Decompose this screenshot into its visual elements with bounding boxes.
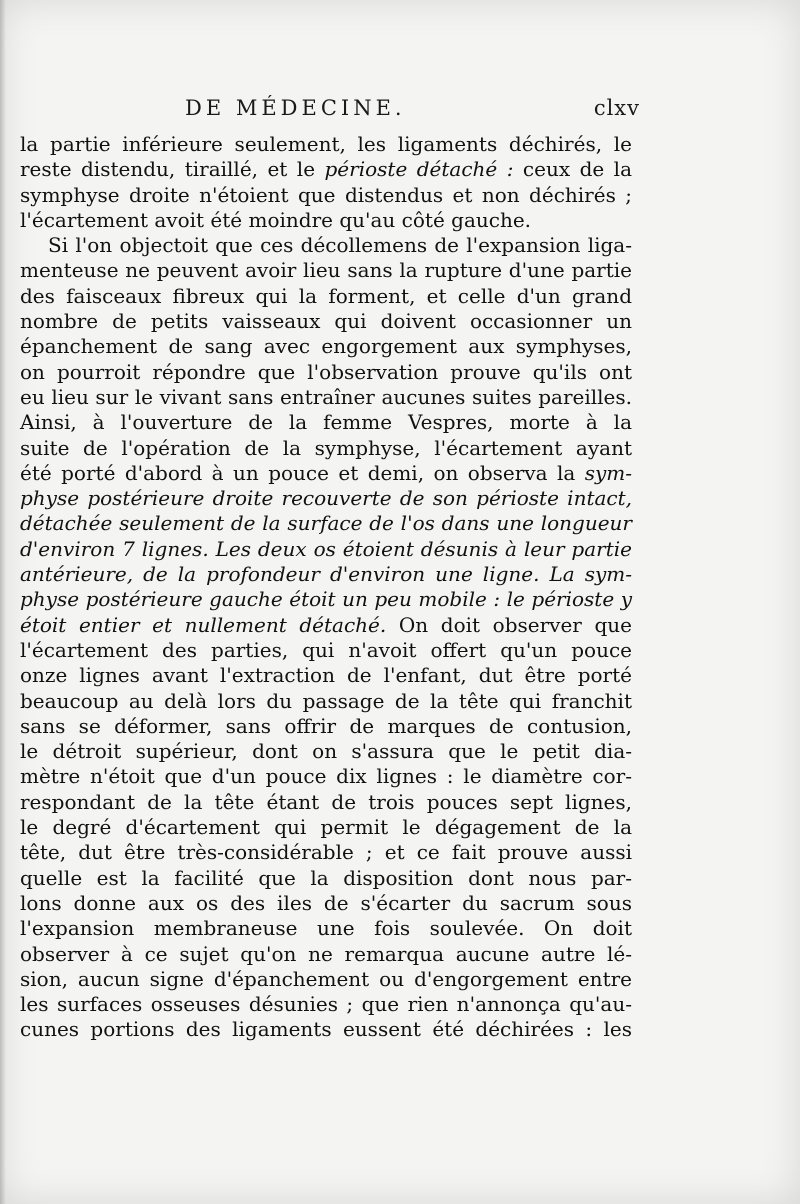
text-line (20, 385, 632, 410)
text-line (20, 258, 632, 283)
text-segment: Si l'on objectoit que ces décollemens de l'expansion liga- (48, 233, 632, 258)
text-segment: symphyse droite n'étoient que distendus et non déchirés ; (20, 182, 632, 207)
text-line (20, 942, 632, 967)
italic-text-segment: d'environ 7 lignes. Les deux os étoient désunis à leur partie (20, 536, 632, 561)
text-line (20, 815, 632, 840)
italic-text-segment: détachée seulement de la surface de l'os dans une longueur (20, 511, 632, 536)
text-line (20, 157, 632, 182)
text-line (20, 208, 632, 233)
text-segment: On doit observer que (386, 612, 633, 637)
text-segment: l'expansion membraneuse une fois soulevée. On doit (20, 916, 632, 941)
text-segment: Ainsi, à l'ouverture de la femme Vespres, morte à la (20, 410, 632, 435)
text-line (20, 334, 632, 359)
running-head (0, 96, 800, 136)
text-line (20, 663, 632, 688)
text-line (20, 967, 632, 992)
text-segment: cunes portions des ligaments eussent été déchirées : les (20, 1017, 632, 1042)
text-line (20, 739, 632, 764)
text-line (20, 992, 632, 1017)
text-segment: lons donne aux os des iles de s'écarter du sacrum sous (20, 890, 632, 915)
text-line (20, 866, 632, 891)
text-line (20, 410, 632, 435)
italic-text-segment: périoste détaché : (324, 157, 514, 182)
text-segment: tête, dut être très-considérable ; et ce fait prouve aussi (20, 840, 632, 865)
text-line (20, 132, 632, 157)
italic-text-segment: étoit entier et nullement détaché. (20, 612, 387, 637)
text-line (20, 486, 632, 511)
text-line (20, 916, 632, 941)
text-line (20, 562, 632, 587)
text-line (20, 764, 632, 789)
text-segment: reste distendu, tiraillé, et le (20, 157, 325, 182)
text-segment: beaucoup au delà lors du passage de la tête qui franchit (20, 688, 632, 713)
text-segment: eu lieu sur le vivant sans entraîner aucunes suites pareilles. (20, 384, 632, 409)
text-segment: onze lignes avant l'extraction de l'enfant, dut être porté (20, 663, 632, 688)
text-segment: observer à ce sujet qu'on ne remarqua aucune autre lé- (20, 941, 632, 966)
text-segment: mètre n'étoit que d'un pouce dix lignes : le diamètre cor- (20, 764, 632, 789)
text-line (20, 689, 632, 714)
text-line (20, 461, 632, 486)
italic-text-segment: physe postérieure gauche étoit un peu mobile : le périoste y (20, 587, 632, 612)
text-line (20, 233, 632, 258)
italic-text-segment: sym- (584, 460, 632, 485)
text-segment: respondant de la tête étant de trois pouces sept lignes, (20, 789, 632, 814)
text-segment: quelle est la facilité que la disposition dont nous par- (20, 865, 632, 890)
text-segment: ceux de la (513, 157, 632, 182)
page-number: clxv (593, 96, 640, 120)
text-segment: nombre de petits vaisseaux qui doivent occasionner un (20, 309, 632, 334)
text-segment: la partie inférieure seulement, les ligaments déchirés, le (20, 132, 632, 156)
text-line (20, 613, 632, 638)
text-line (20, 511, 632, 536)
text-segment: le détroit supérieur, dont on s'assura que le petit dia- (20, 739, 632, 764)
text-segment: des faisceaux fibreux qui la forment, et celle d'un grand (20, 283, 632, 308)
text-segment: épanchement de sang avec engorgement aux symphyses, (20, 334, 632, 359)
running-title: DE MÉDECINE. (185, 96, 406, 120)
italic-text-segment: physe postérieure droite recouverte de son périoste intact, (20, 486, 632, 511)
text-line (20, 790, 632, 815)
text-segment: sans se déformer, sans offrir de marques de contusion, (20, 713, 632, 738)
text-line (20, 360, 632, 385)
text-segment: le degré d'écartement qui permit le dégagement de la (20, 815, 632, 840)
text-line (20, 587, 632, 612)
text-segment: été porté d'abord à un pouce et demi, on observa la (20, 460, 585, 485)
italic-text-segment: antérieure, de la profondeur d'environ une ligne. La sym- (20, 562, 632, 587)
text-line (20, 183, 632, 208)
text-segment: l'écartement des parties, qui n'avoit offert qu'un pouce (20, 637, 632, 662)
text-segment: les surfaces osseuses désunies ; que rien n'annonça qu'au- (20, 992, 632, 1017)
text-line (20, 537, 632, 562)
text-segment: suite de l'opération de la symphyse, l'écartement ayant (20, 435, 632, 460)
text-line (20, 714, 632, 739)
text-segment: menteuse ne peuvent avoir lieu sans la rupture d'une partie (20, 258, 632, 283)
text-line (20, 284, 632, 309)
text-line (20, 436, 632, 461)
page-gutter-shadow (0, 0, 6, 1204)
text-line (20, 1017, 632, 1042)
text-segment: on pourroit répondre que l'observation prouve qu'ils ont (20, 359, 632, 384)
text-line (20, 840, 632, 865)
text-line (20, 891, 632, 916)
text-line (20, 638, 632, 663)
text-line (20, 309, 632, 334)
text-segment: sion, aucun signe d'épanchement ou d'engorgement entre (20, 966, 632, 991)
text-segment: l'écartement avoit été moindre qu'au côté gauche. (20, 207, 532, 232)
body-text (20, 132, 632, 1043)
